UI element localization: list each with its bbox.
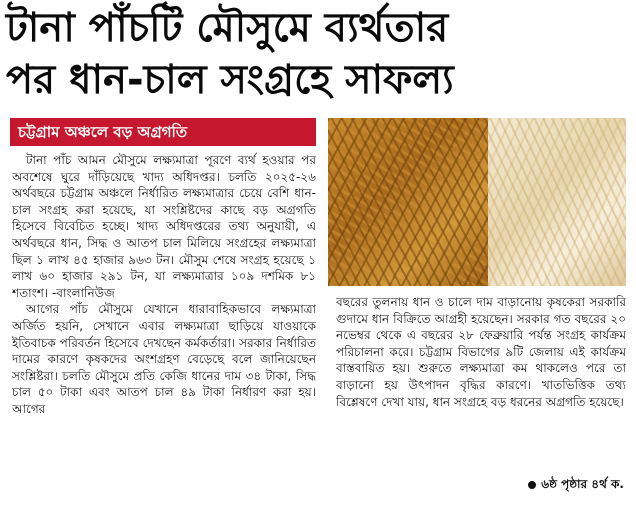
paragraph-3: বছরের তুলনায় ধান ও চালে দাম বাড়ানোয় কৃষকেরা সরকারি গুদামে ধান বিক্রিতে আগ্রহী হয়েছেন। সরকার গত বছরের ২০ নভেম্বর থেকে এ বছরের ২৮ ফেব্রুয়ারি পর্যন্ত সংগ্রহ কার্যক্রম পরিচালনা করে। চট্টগ্রাম বিভাগের ৯টি জেলায় এই কার্যক্রম বাস্তবায়িত হয়। শুরুতে লক্ষ্যমাত্রা কম থাকলেও পরে তা বাড়ানো হয় উৎপাদন বৃদ্ধির কারণে। খাতভিত্তিক তথ্য বিশ্লেষণে দেখা যায়, ধান সংগ্রহে বড় ধরনের অগ্রগতি হয়েছে। [336,295,626,409]
continued-text: ৬ষ্ঠ পৃষ্ঠার ৪র্থ ক. [541,477,624,491]
rice-grain-image [488,118,626,286]
headline-line-2: পর ধান-চাল সংগ্রহে সাফল্য [6,57,454,103]
paddy-grain-image [328,118,488,286]
paragraph-2: আগের পাঁচ মৌসুমে যেখানে ধারাবাহিকভাবে লক্ষ্যমাত্রা অর্জিত হয়নি, সেখানে এবার লক্ষ্যমাত্রা ছাড়িয়ে যাওয়াকে ইতিবাচক পরিবর্তন হিসেবে দেখছেন কর্মকর্তারা। সরকার নির্ধারিত দামের কারণে কৃষকদের অংশগ্রহণ বেড়েছে বলে জানিয়েছেন সংশ্লিষ্টরা। চলতি মৌসুমে প্রতি কেজি ধানের দাম ৩৪ টাকা, সিদ্ধ চাল ৫০ টাকা এবং আতপ চাল ৪৯ টাকা নির্ধারণ করা হয়। আগের [12,302,316,416]
article-column-left [12,152,316,502]
subheading-banner: চট্টগ্রাম অঞ্চলে বড় অগ্রগতি [10,118,316,146]
headline [6,2,630,106]
paragraph-1: টানা পাঁচ আমন মৌসুমে লক্ষ্যমাত্রা পূরণে ব্যর্থ হওয়ার পর অবশেষে ঘুরে দাঁড়িয়েছে খাদ্য অধিদপ্তর। চলতি ২০২৫-২৬ অর্থবছরে চট্টগ্রাম অঞ্চলে নির্ধারিত লক্ষ্যমাত্রার চেয়ে বেশি ধান-চাল সংগ্রহ করা হয়েছে, যা সংশ্লিষ্টদের কাছে বড় অগ্রগতি হিসেবে বিবেচিত হচ্ছে। খাদ্য অধিদপ্তরের তথ্য অনুযায়ী, এ অর্থবছরে ধান, সিদ্ধ ও আতপ চাল মিলিয়ে সংগ্রহের লক্ষ্যমাত্রা ছিল ১ লাখ ৪৫ হাজার ৯৬৩ টন। মৌসুম শেষে সংগ্রহ হয়েছে ১ লাখ ৬০ হাজার ২৯১ টন, যা লক্ষ্যমাত্রার ১০৯ দশমিক ৮১ শতাংশ। -বাংলানিউজ [12,153,316,300]
bullet-icon [528,481,536,489]
headline-line-1: টানা পাঁচটি মৌসুমে ব্যর্থতার [6,5,449,51]
article-photo-paddy-and-rice [328,118,626,286]
continued-notice [496,476,624,496]
article-column-right [336,294,626,470]
